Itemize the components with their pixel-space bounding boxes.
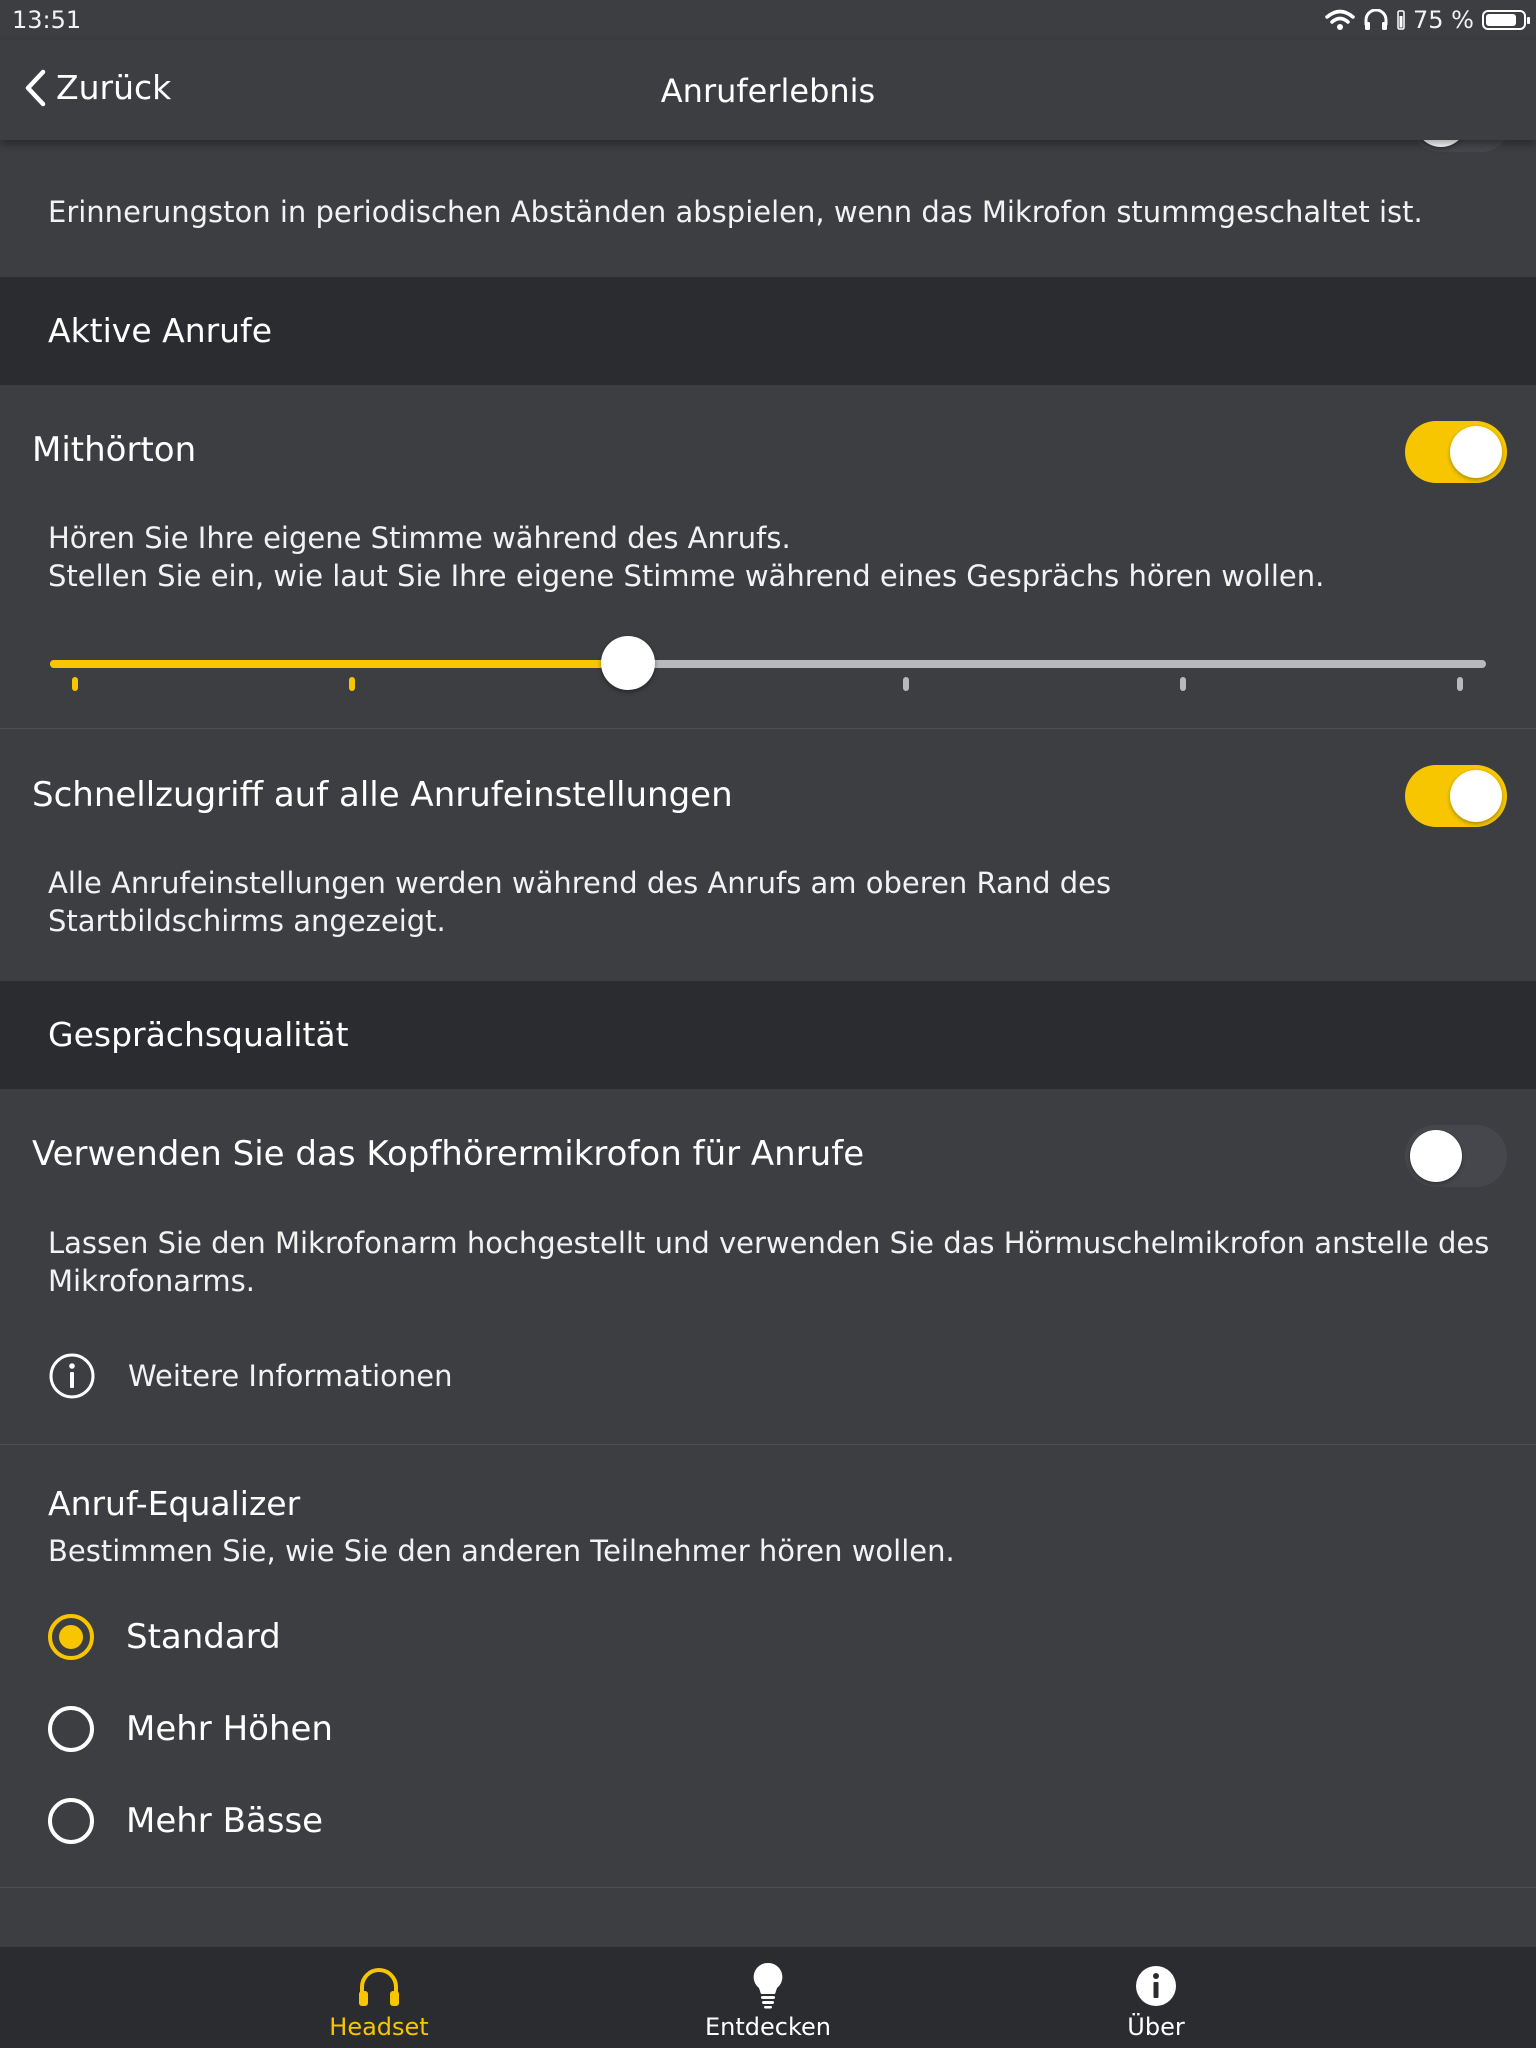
equalizer-option-standard[interactable] [48, 1614, 281, 1660]
radio-button [48, 1614, 94, 1660]
quick-access-label: Schnellzugriff auf alle Anrufeinstellungen [32, 775, 733, 815]
divider [0, 1444, 1536, 1445]
info-filled-icon [1135, 1965, 1177, 2007]
equalizer-title: Anruf-Equalizer [48, 1484, 301, 1523]
headphones-status-icon [1363, 9, 1389, 31]
equalizer-description: Bestimmen Sie, wie Sie den anderen Teilnehmer hören wollen. [48, 1534, 955, 1568]
more-info-label: Weitere Informationen [128, 1359, 453, 1393]
slider-tick [1180, 677, 1186, 691]
section-header-call-quality [0, 981, 1536, 1089]
more-info-link[interactable] [48, 1352, 453, 1400]
sidetone-toggle[interactable] [1405, 421, 1507, 483]
equalizer-option-label: Mehr Bässe [126, 1801, 324, 1841]
sidetone-description-line2: Stellen Sie ein, wie laut Sie Ihre eigene Stimme während eines Gesprächs hören wollen. [48, 559, 1325, 593]
headphone-mic-label: Verwenden Sie das Kopfhörermikrofon für Anrufe [32, 1134, 865, 1174]
sidetone-label: Mithörton [32, 430, 197, 470]
tab-headset[interactable] [259, 1947, 499, 2048]
sidetone-slider-fill [50, 660, 631, 668]
battery-percent: 75 % [1413, 6, 1474, 34]
quick-access-description-line2: Startbildschirms angezeigt. [48, 904, 446, 938]
slider-tick [903, 677, 909, 691]
slider-tick [349, 677, 355, 691]
mute-reminder-description: Erinnerungston in periodischen Abständen abspielen, wenn das Mikrofon stummgeschaltet ist. [48, 195, 1423, 229]
headphone-mic-description-line1: Lassen Sie den Mikrofonarm hochgestellt und verwenden Sie das Hörmuschelmikrofon anstelle des [48, 1226, 1490, 1260]
slider-tick [1457, 677, 1463, 691]
divider [0, 1887, 1536, 1888]
tab-label: Über [1127, 2013, 1185, 2041]
radio-button [48, 1798, 94, 1844]
headset-battery-icon [1397, 10, 1405, 30]
back-label: Zurück [56, 68, 172, 107]
sidetone-slider-handle[interactable] [601, 636, 655, 690]
status-time: 13:51 [12, 6, 82, 34]
page-title: Anruferlebnis [660, 72, 876, 110]
equalizer-option-label: Mehr Höhen [126, 1709, 333, 1749]
equalizer-option-more-treble[interactable] [48, 1706, 333, 1752]
info-icon [48, 1352, 96, 1400]
tab-discover[interactable] [648, 1947, 888, 2048]
quick-access-toggle[interactable] [1405, 765, 1507, 827]
sidetone-slider-track[interactable] [50, 660, 1486, 668]
wifi-icon [1325, 9, 1355, 31]
status-indicators [1325, 6, 1526, 34]
section-header-active-calls [0, 277, 1536, 385]
tab-about[interactable] [1036, 1947, 1276, 2048]
headphones-icon [355, 1963, 403, 2009]
tab-label: Entdecken [705, 2013, 831, 2041]
slider-tick [72, 677, 78, 691]
status-bar [0, 0, 1536, 40]
equalizer-option-label: Standard [126, 1617, 281, 1657]
navigation-bar [0, 40, 1536, 140]
equalizer-option-more-bass[interactable] [48, 1798, 323, 1844]
tab-label: Headset [329, 2013, 429, 2041]
quick-access-description-line1: Alle Anrufeinstellungen werden während des Anrufs am oberen Rand des [48, 866, 1112, 900]
divider [0, 728, 1536, 729]
section-title: Aktive Anrufe [48, 311, 273, 350]
tab-bar [0, 1947, 1536, 2048]
sidetone-description-line1: Hören Sie Ihre eigene Stimme während des Anrufs. [48, 521, 791, 555]
headphone-mic-description-line2: Mikrofonarms. [48, 1264, 255, 1298]
headphone-mic-toggle[interactable] [1405, 1125, 1507, 1187]
lightbulb-icon [751, 1961, 785, 2009]
battery-icon [1482, 10, 1526, 30]
radio-button [48, 1706, 94, 1752]
section-title: Gesprächsqualität [48, 1015, 349, 1054]
